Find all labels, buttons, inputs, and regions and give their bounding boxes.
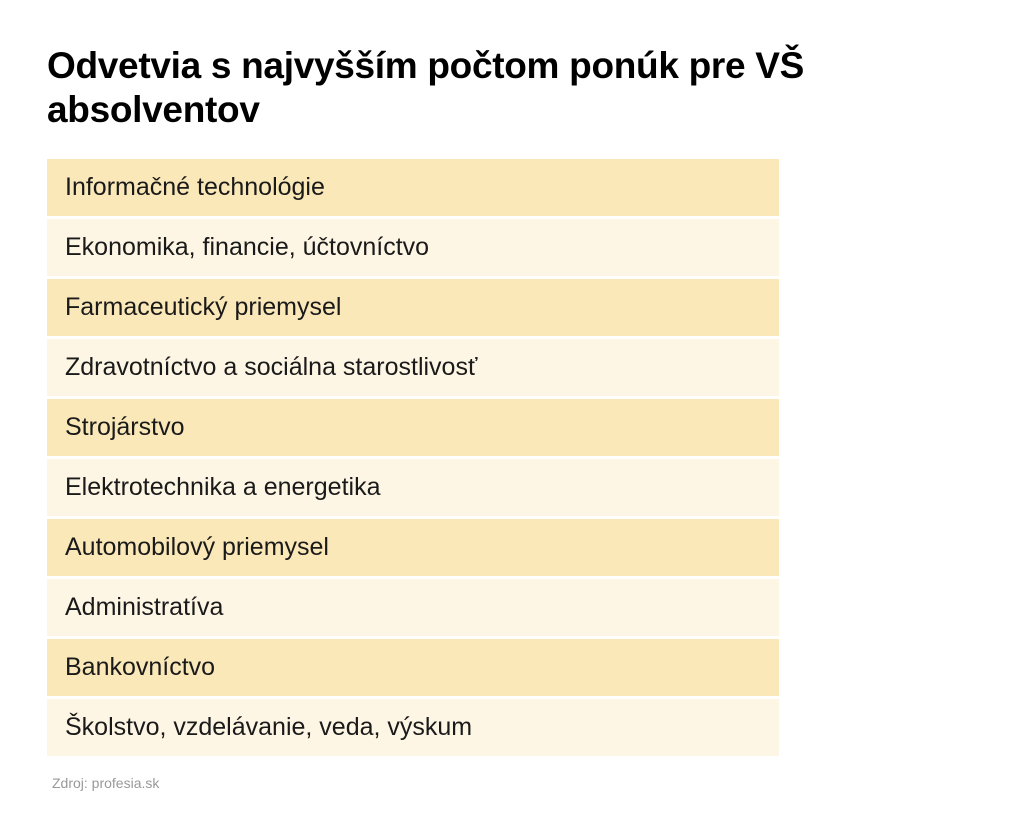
- chart-title: Odvetvia s najvyšším počtom ponúk pre VŠ absolventov: [47, 45, 805, 130]
- table-row: Informačné technológie: [47, 159, 779, 216]
- industry-table: [47, 159, 779, 756]
- table-row: Školstvo, vzdelávanie, veda, výskum: [47, 699, 779, 756]
- table-row: Elektrotechnika a energetika: [47, 459, 779, 516]
- table-row: Automobilový priemysel: [47, 519, 779, 576]
- table-row: Administratíva: [47, 579, 779, 636]
- table-row: Farmaceutický priemysel: [47, 279, 779, 336]
- source-note: Zdroj: profesia.sk: [52, 775, 160, 791]
- table-row: Strojárstvo: [47, 399, 779, 456]
- table-row: Zdravotníctvo a sociálna starostlivosť: [47, 339, 779, 396]
- table-row: Bankovníctvo: [47, 639, 779, 696]
- table-row: Ekonomika, financie, účtovníctvo: [47, 219, 779, 276]
